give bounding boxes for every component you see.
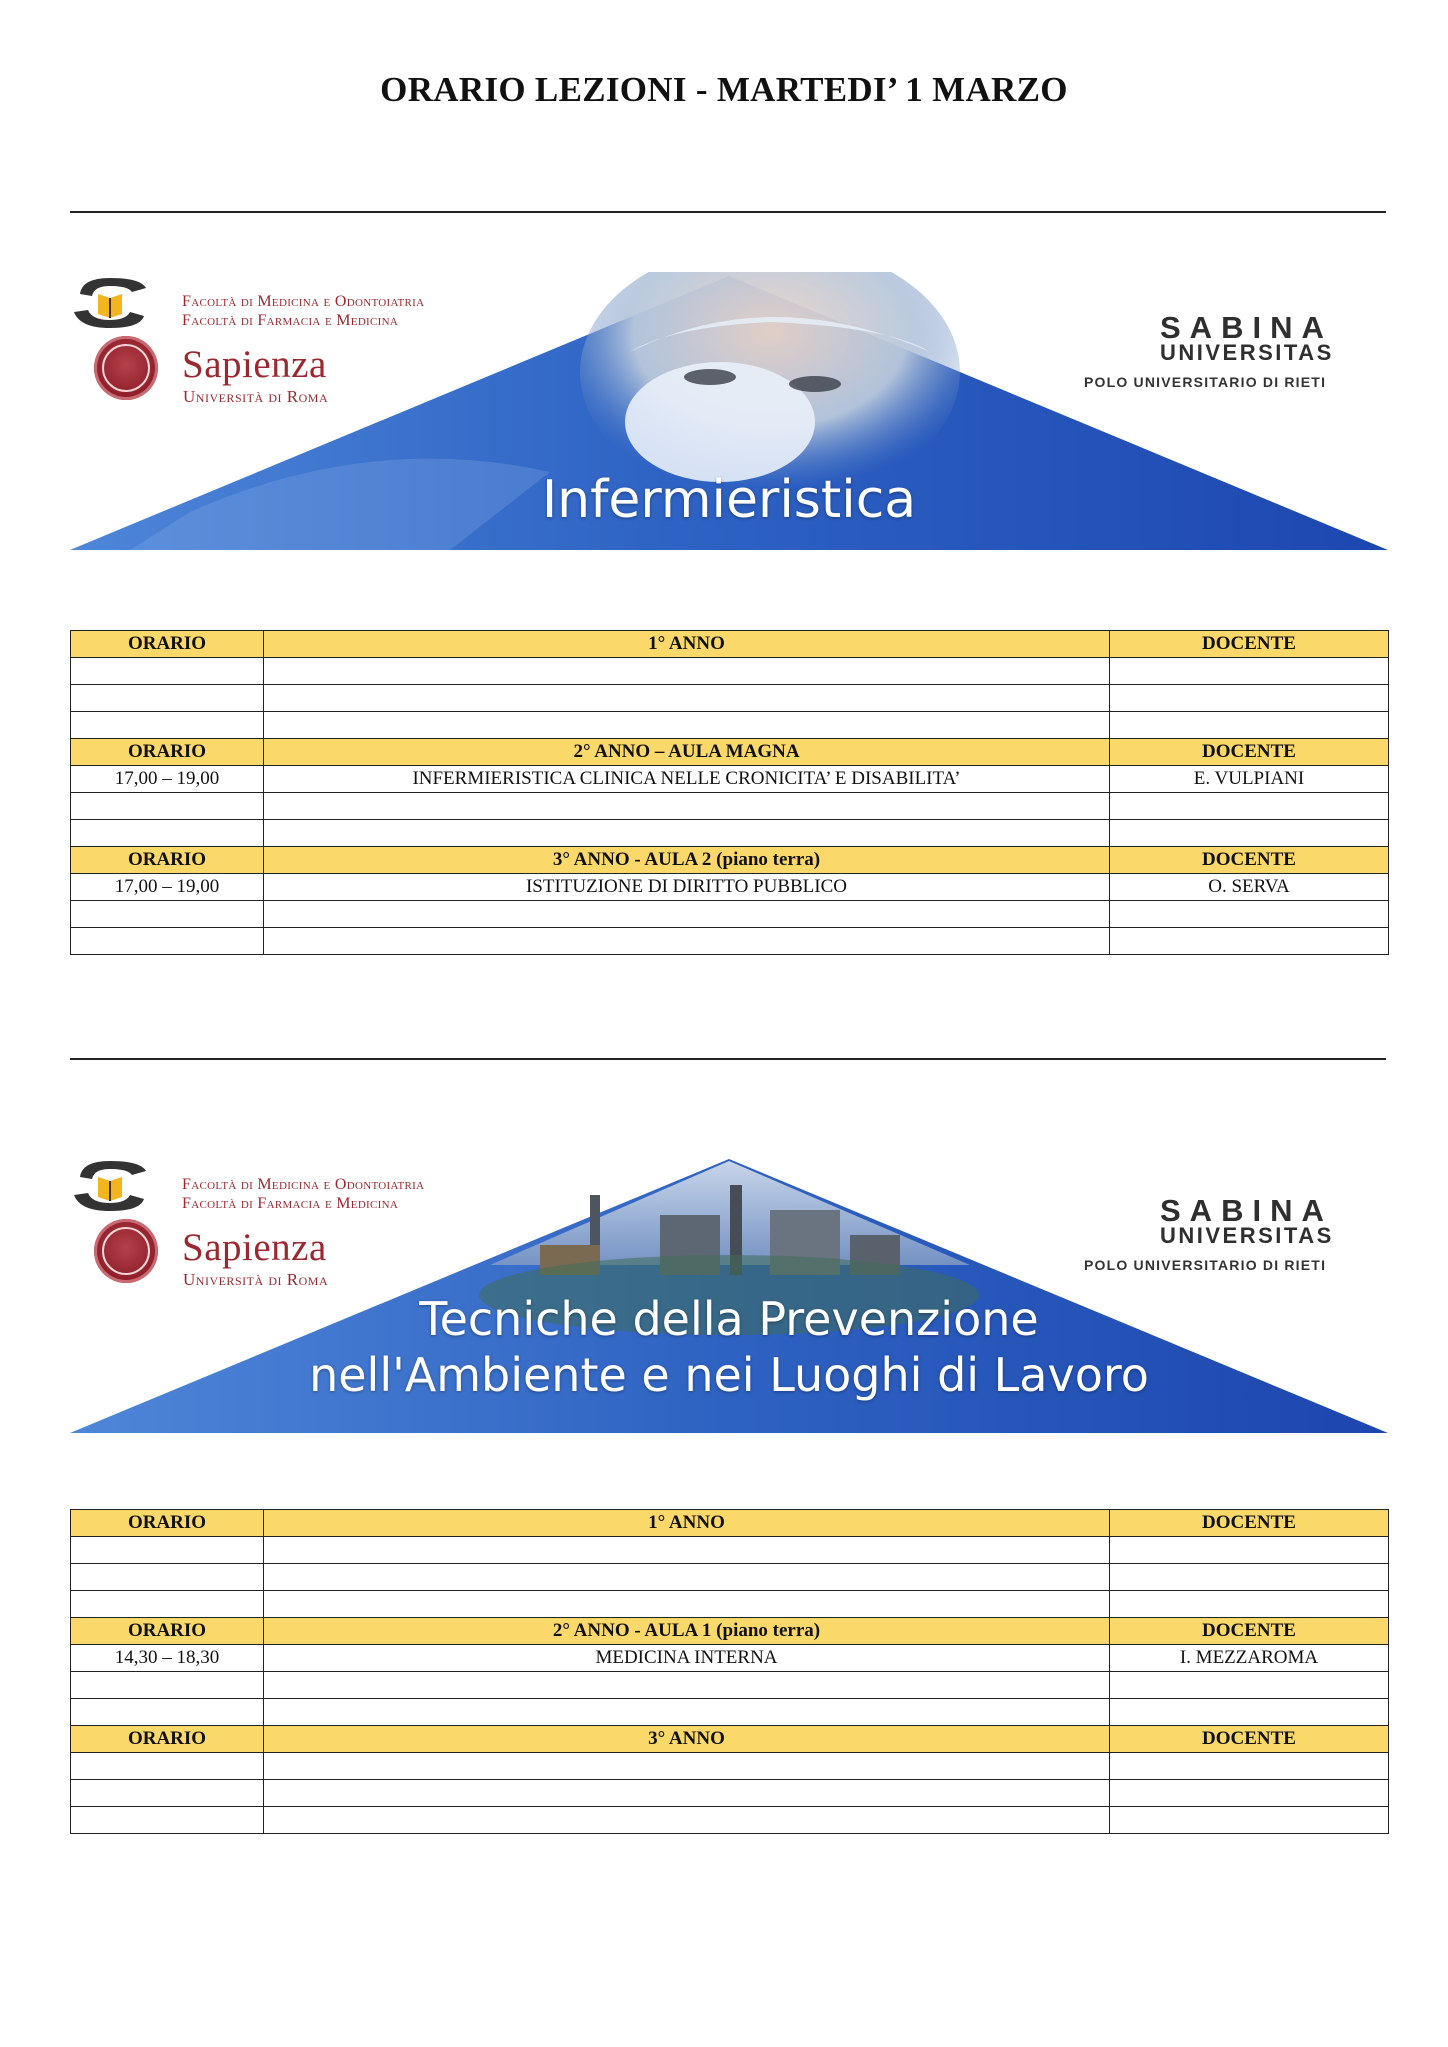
col-anno: 2° ANNO - AULA 1 (piano terra) <box>264 1618 1110 1645</box>
cell-orario <box>71 1780 264 1807</box>
cell-docente <box>1110 901 1389 928</box>
cell-lesson <box>264 1672 1110 1699</box>
col-docente: DOCENTE <box>1110 847 1389 874</box>
table-row <box>71 1672 1389 1699</box>
cell-lesson <box>264 1753 1110 1780</box>
divider-middle <box>70 1058 1386 1060</box>
table-row <box>71 928 1389 955</box>
course-title-line: Infermieristica <box>541 470 917 530</box>
col-docente: DOCENTE <box>1110 1726 1389 1753</box>
cell-lesson <box>264 901 1110 928</box>
cell-orario <box>71 928 264 955</box>
cell-orario <box>71 1672 264 1699</box>
cell-orario <box>71 685 264 712</box>
course-title-line: Tecniche della Prevenzione <box>419 1292 1039 1346</box>
cell-lesson <box>264 712 1110 739</box>
sabina-subtitle: UNIVERSITAS <box>1160 1223 1334 1248</box>
faculty-line-2: Facoltà di Farmacia e Medicina <box>182 312 399 329</box>
table-row <box>71 1807 1389 1834</box>
cell-docente <box>1110 1699 1389 1726</box>
cell-orario <box>71 1537 264 1564</box>
sabina-name: SABINA <box>1160 1193 1333 1228</box>
sabina-name: SABINA <box>1160 310 1333 345</box>
cell-docente <box>1110 658 1389 685</box>
col-anno: 2° ANNO – AULA MAGNA <box>264 739 1110 766</box>
col-docente: DOCENTE <box>1110 739 1389 766</box>
cell-lesson: INFERMIERISTICA CLINICA NELLE CRONICITA’ E DISABILITA’ <box>264 766 1110 793</box>
cell-docente <box>1110 1780 1389 1807</box>
cell-docente <box>1110 820 1389 847</box>
col-orario: ORARIO <box>71 1726 264 1753</box>
table-row <box>71 1699 1389 1726</box>
cell-docente: E. VULPIANI <box>1110 766 1389 793</box>
table-row <box>71 685 1389 712</box>
cell-orario <box>71 1564 264 1591</box>
sabina-subtitle: UNIVERSITAS <box>1160 340 1334 365</box>
cell-orario: 17,00 – 19,00 <box>71 766 264 793</box>
faculty-names <box>182 1175 424 1213</box>
banner-tecniche-prevenzione <box>70 1155 1388 1435</box>
table-header-row <box>71 1618 1389 1645</box>
col-docente: DOCENTE <box>1110 631 1389 658</box>
course-title <box>70 470 1388 530</box>
sapienza-subtitle: Università di Roma <box>183 1270 329 1289</box>
cell-lesson <box>264 1699 1110 1726</box>
sabina-book-icon <box>70 272 150 332</box>
schedule-table-infermieristica <box>70 630 1389 955</box>
sabina-polo: POLO UNIVERSITARIO DI RIETI <box>1084 374 1327 390</box>
table-row <box>71 1564 1389 1591</box>
table-header-row <box>71 1510 1389 1537</box>
col-anno: 1° ANNO <box>264 631 1110 658</box>
sabina-polo: POLO UNIVERSITARIO DI RIETI <box>1084 1257 1327 1273</box>
cell-lesson: ISTITUZIONE DI DIRITTO PUBBLICO <box>264 874 1110 901</box>
cell-docente <box>1110 712 1389 739</box>
cell-lesson <box>264 1780 1110 1807</box>
cell-orario <box>71 1807 264 1834</box>
cell-docente: O. SERVA <box>1110 874 1389 901</box>
divider-top <box>70 211 1386 213</box>
cell-docente: I. MEZZAROMA <box>1110 1645 1389 1672</box>
table-row <box>71 712 1389 739</box>
col-docente: DOCENTE <box>1110 1510 1389 1537</box>
cell-docente <box>1110 793 1389 820</box>
cell-lesson <box>264 685 1110 712</box>
cell-docente <box>1110 928 1389 955</box>
table-row <box>71 1591 1389 1618</box>
cell-lesson <box>264 1537 1110 1564</box>
cell-orario <box>71 1753 264 1780</box>
table-header-row <box>71 1726 1389 1753</box>
col-orario: ORARIO <box>71 631 264 658</box>
cell-lesson <box>264 793 1110 820</box>
sabina-book-icon <box>70 1155 150 1215</box>
cell-orario <box>71 793 264 820</box>
course-title <box>70 1291 1388 1403</box>
cell-lesson: MEDICINA INTERNA <box>264 1645 1110 1672</box>
cell-orario <box>71 1591 264 1618</box>
cell-docente <box>1110 1564 1389 1591</box>
faculty-names <box>182 292 424 330</box>
table-row <box>71 874 1389 901</box>
col-orario: ORARIO <box>71 1510 264 1537</box>
table-header-row <box>71 631 1389 658</box>
table-row <box>71 793 1389 820</box>
col-anno: 1° ANNO <box>264 1510 1110 1537</box>
col-orario: ORARIO <box>71 847 264 874</box>
col-anno: 3° ANNO - AULA 2 (piano terra) <box>264 847 1110 874</box>
table-header-row <box>71 739 1389 766</box>
cell-orario <box>71 712 264 739</box>
sapienza-name: Sapienza <box>182 343 327 386</box>
col-orario: ORARIO <box>71 1618 264 1645</box>
sapienza-subtitle: Università di Roma <box>183 387 329 406</box>
table-row <box>71 658 1389 685</box>
cell-docente <box>1110 1591 1389 1618</box>
banner-infermieristica <box>70 272 1388 552</box>
cell-docente <box>1110 1537 1389 1564</box>
table-row <box>71 1780 1389 1807</box>
cell-docente <box>1110 1753 1389 1780</box>
cell-lesson <box>264 820 1110 847</box>
cell-orario <box>71 658 264 685</box>
table-row <box>71 766 1389 793</box>
sapienza-seal-icon <box>94 1219 158 1283</box>
col-docente: DOCENTE <box>1110 1618 1389 1645</box>
page-title: ORARIO LEZIONI - MARTEDI’ 1 MARZO <box>380 70 1068 109</box>
cell-orario <box>71 820 264 847</box>
cell-lesson <box>264 1807 1110 1834</box>
cell-orario <box>71 1699 264 1726</box>
faculty-line-1: Facoltà di Medicina e Odontoiatria <box>182 1176 425 1193</box>
col-anno: 3° ANNO <box>264 1726 1110 1753</box>
cell-lesson <box>264 928 1110 955</box>
sapienza-name: Sapienza <box>182 1226 327 1269</box>
cell-docente <box>1110 685 1389 712</box>
sapienza-seal-icon <box>94 336 158 400</box>
table-row <box>71 820 1389 847</box>
cell-docente <box>1110 1672 1389 1699</box>
table-row <box>71 1537 1389 1564</box>
col-orario: ORARIO <box>71 739 264 766</box>
cell-orario: 17,00 – 19,00 <box>71 874 264 901</box>
cell-lesson <box>264 658 1110 685</box>
table-row <box>71 1753 1389 1780</box>
cell-orario <box>71 901 264 928</box>
table-header-row <box>71 847 1389 874</box>
cell-docente <box>1110 1807 1389 1834</box>
cell-lesson <box>264 1564 1110 1591</box>
course-title-line: nell'Ambiente e nei Luoghi di Lavoro <box>309 1348 1149 1402</box>
cell-orario: 14,30 – 18,30 <box>71 1645 264 1672</box>
cell-lesson <box>264 1591 1110 1618</box>
table-row <box>71 1645 1389 1672</box>
faculty-line-1: Facoltà di Medicina e Odontoiatria <box>182 293 425 310</box>
schedule-table-tecniche-prevenzione <box>70 1509 1389 1834</box>
faculty-line-2: Facoltà di Farmacia e Medicina <box>182 1195 399 1212</box>
table-row <box>71 901 1389 928</box>
